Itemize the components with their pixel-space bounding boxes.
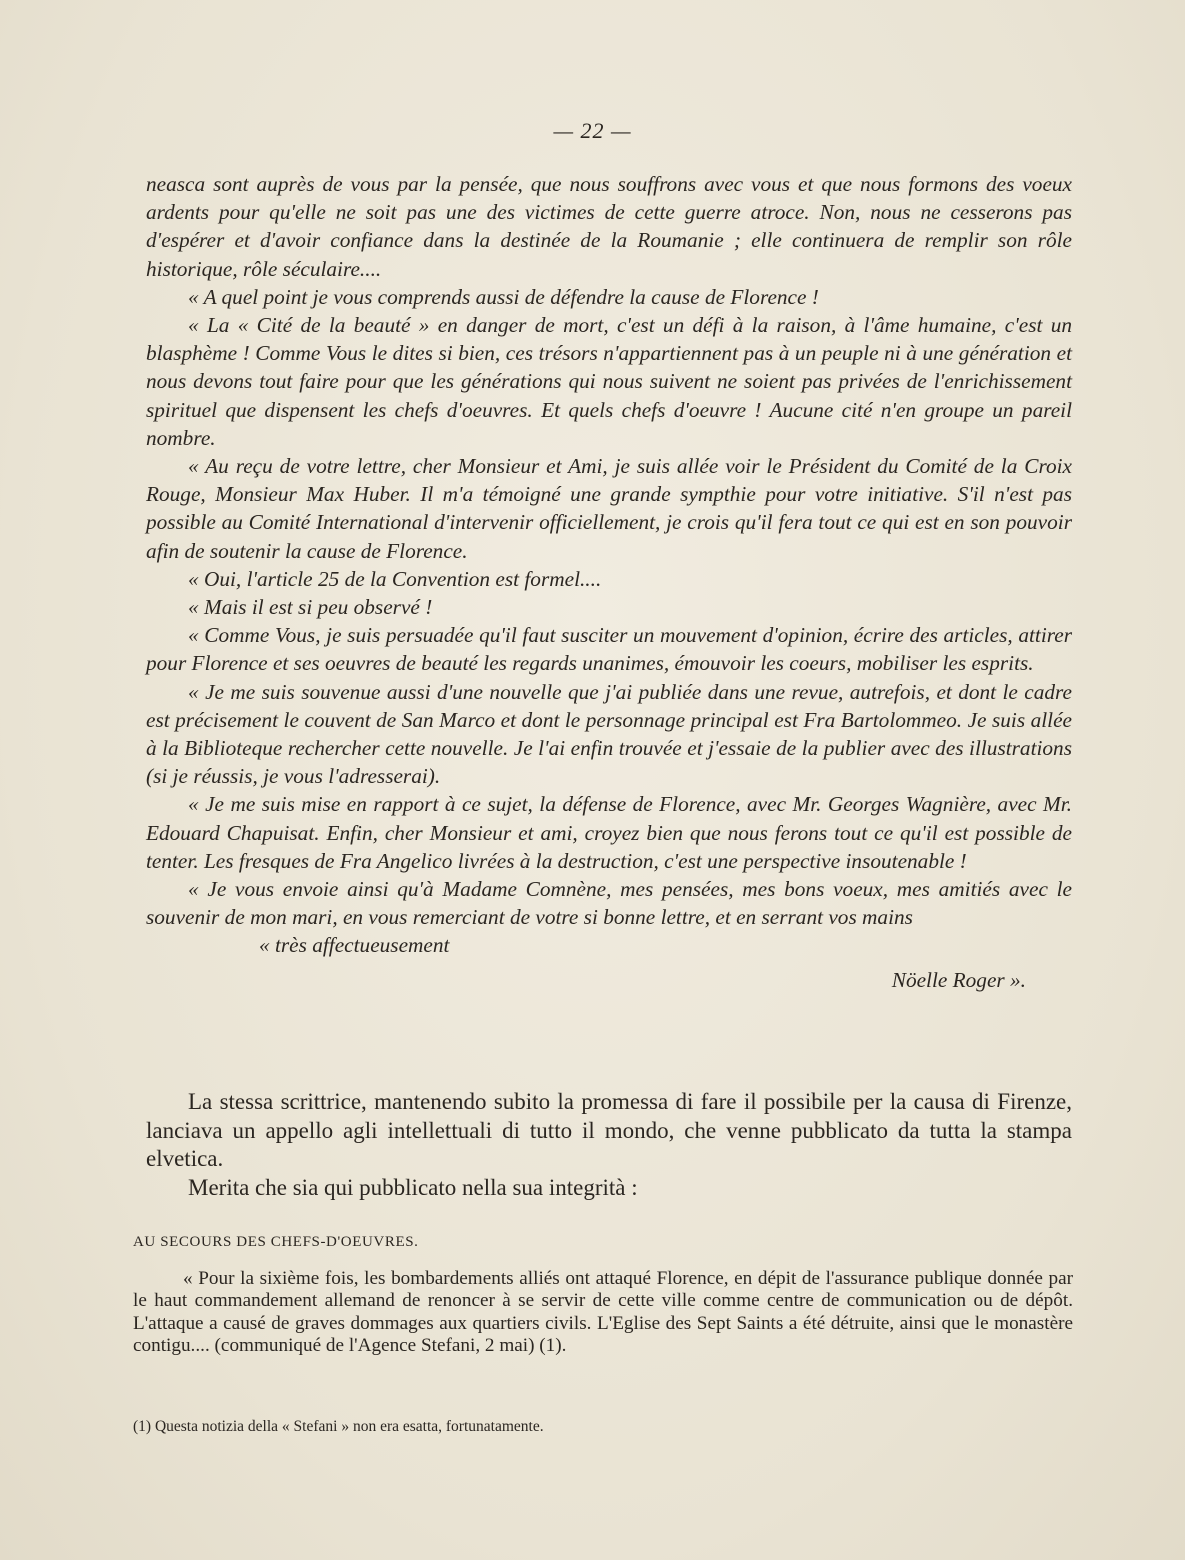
letter-paragraph: « Je me suis souvenue aussi d'une nouvelle que j'ai publiée dans une revue, autrefois, et dont le cadre est précisement le couvent de San Marco et dont le personnage principal est Fra Bartolommeo. Je suis allée à la Biblioteque rechercher cette nouvelle. Je l'ai enfin trouvée et j'essaie de la publier avec des illustrations (si je réussis, je vous l'adresserai). [146, 679, 1072, 789]
body-paragraph: La stessa scrittrice, mantenendo subito la promessa di fare il possibile per la causa di Firenze, lanciava un appello agli intellettuali di tutto il mondo, che venne pubblicato da tutta la stampa elvetica. [146, 1089, 1072, 1171]
letter-paragraph: « Je vous envoie ainsi qu'à Madame Comnène, mes pensées, mes bons voeux, mes amitiés avec le souvenir de mon mari, en vous remerciant de votre si bonne lettre, et en serrant vos mains [146, 877, 1072, 930]
footnote: (1) Questa notizia della « Stefani » non era esatta, fortunatamente. [133, 1418, 544, 1435]
section-title: AU SECOURS DES CHEFS-D'OEUVRES. [133, 1234, 419, 1250]
letter-paragraph: « Comme Vous, je suis persuadée qu'il faut susciter un mouvement d'opinion, écrire des articles, attirer pour Florence et ses oeuvres de beauté les regards unanimes, émouvoir les coeurs, mobiliser les esprits. [146, 623, 1072, 676]
letter-paragraph: neasca sont auprès de vous par la pensée, que nous souffrons avec vous et que nous formons des voeux ardents pour qu'elle ne soit pas une des victimes de cette guerre atroce. Non, nous ne cesserons pas d'espérer et d'avoir confiance dans la destinée de la Roumanie ; elle continuera de remplir son rôle historique, rôle séculaire.... [146, 172, 1072, 281]
letter-signature: Nöelle Roger ». [891, 967, 1026, 992]
section-paragraph: « Pour la sixième fois, les bombardements alliés ont attaqué Florence, en dépit de l'assurance publique donnée par le haut commandement allemand de renoncer à se servir de cette ville comme centre de communication ou de dépôt. L'attaque a causé de graves dommages aux quartiers civils. L'Eglise des Sept Saints a été détruite, ainsi que le monastère contigu.... (communiqué de l'Agence Stefani, 2 mai) (1). [133, 1268, 1073, 1356]
letter-paragraph: « A quel point je vous comprends aussi de défendre la cause de Florence ! [188, 284, 819, 309]
letter-paragraph: « La « Cité de la beauté » en danger de mort, c'est un défi à la raison, à l'âme humaine, c'est un blasphème ! Comme Vous le dites si bien, ces trésors n'appartiennent pas à un peuple ni à une génération et nous devons tout faire pour que les générations qui nous suivent ne soient pas privées de l'enrichissement spirituel que dispensent les chefs d'oeuvres. Et quels chefs d'oeuvre ! Aucune cité n'en groupe un pareil nombre. [146, 313, 1072, 450]
letter-paragraph: « Au reçu de votre lettre, cher Monsieur et Ami, je suis allée voir le Président du Comité de la Croix Rouge, Monsieur Max Huber. Il m'a témoigné une grande sympthie pour votre initiative. S'il n'est pas possible au Comité International d'intervenir officiellement, je crois qu'il fera tout ce qui est en son pouvoir afin de soutenir la cause de Florence. [146, 454, 1072, 563]
letter-paragraph: « Mais il est si peu observé ! [188, 595, 433, 620]
letter-closing: « très affectueusement [259, 933, 450, 958]
body-text [146, 1088, 1072, 1202]
letter-text [146, 170, 1072, 994]
letter-paragraph: « Oui, l'article 25 de la Convention est formel.... [188, 566, 602, 591]
body-paragraph: Merita che sia qui pubblicato nella sua integrità : [188, 1174, 638, 1200]
section-quote [133, 1268, 1073, 1357]
letter-paragraph: « Je me suis mise en rapport à ce sujet, la défense de Florence, avec Mr. Georges Wagnière, avec Mr. Edouard Chapuisat. Enfin, cher Monsieur et ami, croyez bien que nous ferons tout ce qu'il est possible de tenter. Les fresques de Fra Angelico livrées à la destruction, c'est une perspective insoutenable ! [146, 792, 1072, 873]
page-number: — 22 — [553, 118, 632, 143]
